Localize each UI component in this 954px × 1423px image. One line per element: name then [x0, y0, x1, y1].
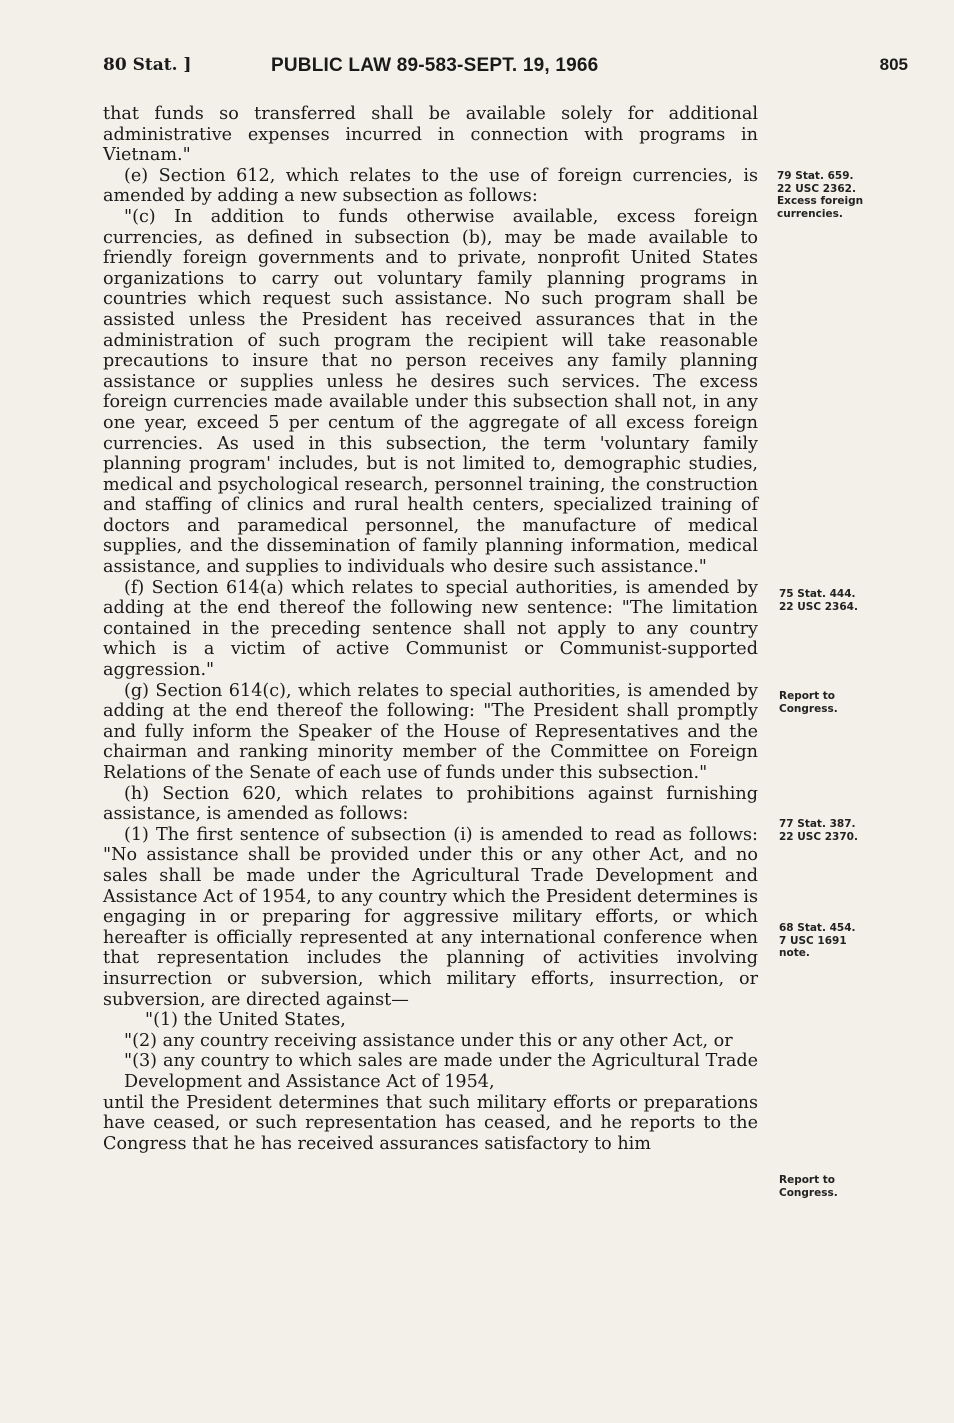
page-number: 805 — [879, 55, 908, 74]
margin-note-line: Report to — [779, 690, 836, 702]
margin-note-line: 68 Stat. 454. — [779, 922, 856, 934]
paragraph: (e) Section 612, which relates to the use of foreign currencies, is amended by adding a new subsection as follows: — [103, 165, 758, 207]
margin-note — [779, 922, 856, 960]
margin-note-line: Congress. — [779, 1186, 838, 1199]
margin-note — [777, 170, 863, 220]
margin-note-line: note. — [779, 947, 810, 959]
page-title: PUBLIC LAW 89-583-SEPT. 19, 1966 — [271, 55, 599, 76]
statute-volume: 80 Stat. ] — [103, 55, 192, 75]
paragraph: (g) Section 614(c), which relates to special authorities, is amended by adding at the end thereof the following: "The President shall promptly and fully inform the Speaker of the House of Representatives and the chairman and ranking minority member of the Committee on Foreign Relations of the Senate of each use of funds under this subsection." — [103, 680, 758, 783]
margin-note-line: Congress. — [779, 702, 838, 715]
margin-note — [779, 1174, 838, 1199]
paragraph: until the President determines that such military efforts or preparations have ceased, or such representation has ceased, and he reports to the Congress that he has received assurances satisfactory to him — [103, 1092, 758, 1154]
margin-note-line: 22 USC 2362. — [777, 182, 856, 195]
margin-note-line: 77 Stat. 387. — [779, 818, 856, 830]
margin-note — [779, 818, 858, 843]
margin-note-line: 79 Stat. 659. — [777, 170, 854, 182]
margin-note-line: currencies. — [777, 207, 843, 220]
paragraph: (f) Section 614(a) which relates to special authorities, is amended by adding at the end thereof the following new sentence: "The limitation contained in the preceding sentence shall not apply to any country which is a victim of active Communist or Communist-supported aggression." — [103, 577, 758, 681]
margin-note-line: Report to — [779, 1174, 836, 1186]
margin-note-line: 22 USC 2364. — [779, 600, 858, 613]
margin-note-line: 7 USC 1691 — [779, 934, 847, 947]
paragraph: (h) Section 620, which relates to prohibitions against furnishing assistance, is amended as follows: — [103, 783, 758, 825]
margin-note — [779, 690, 838, 715]
list-item: "(1) the United States, — [145, 1010, 346, 1031]
margin-note — [779, 588, 858, 613]
margin-note-line: Excess foreign — [777, 195, 864, 207]
list-item: "(2) any country receiving assistance under this or any other Act, or — [124, 1030, 733, 1051]
paragraph: that funds so transferred shall be available solely for additional administrative expenses incurred in connection with programs in Vietnam." — [103, 104, 758, 166]
paragraph: "(c) In addition to funds otherwise available, excess foreign currencies, as defined in subsection (b), may be made available to friendly foreign governments and to private, nonprofit United States organizations to carry out voluntary family planning programs in countries which request such assistance. No such program shall be assisted unless the President has received assurances that in the administration of such program the recipient will take reasonable precautions to insure that no person receives any family planning assistance or supplies unless he desires such services. The excess foreign currencies made available under this subsection shall not, in any one year, exceed 5 per centum of the aggregate of all excess foreign currencies. As used in this subsection, the term 'voluntary family planning program' includes, but is not limited to, demographic studies, medical and psychological research, personnel training, the construction and staffing of clinics and rural health centers, specialized training of doctors and paramedical personnel, the manufacture of medical supplies, and the dissemination of family planning information, medical assistance, and supplies to individuals who desire such assistance." — [103, 206, 758, 578]
margin-note-line: 75 Stat. 444. — [779, 588, 856, 600]
list-item: "(3) any country to which sales are made under the Agricultural Trade Development and Assistance Act of 1954, — [124, 1051, 758, 1092]
paragraph: (1) The first sentence of subsection (i) is amended to read as follows: "No assistance shall be provided under this or any other Act, and no sales shall be made under the Agricultural Trade Development and Assistance Act of 1954, to any country which the President determines is engaging in or preparing for aggressive military efforts, or which hereafter is officially represented at any international conference when that representation includes the planning of activities involving insurrection or subversion, which military efforts, insurrection, or subversion, are directed against— — [103, 824, 758, 1010]
margin-note-line: 22 USC 2370. — [779, 830, 858, 843]
